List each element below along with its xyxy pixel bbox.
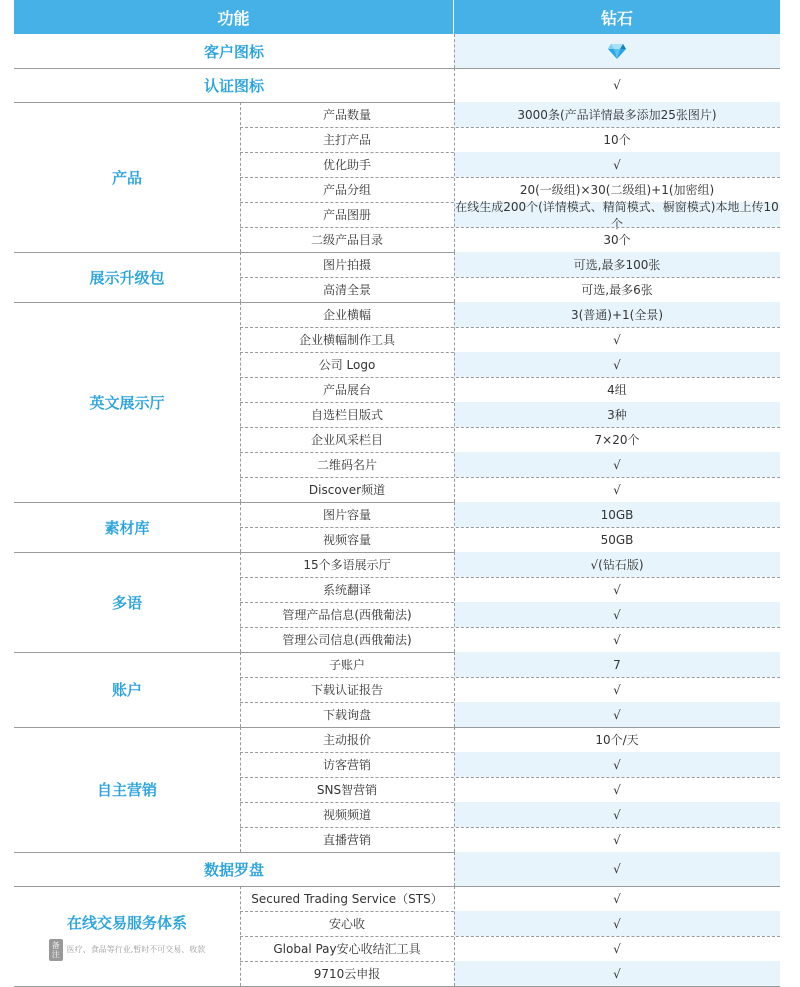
- value-cell: 10个: [603, 133, 631, 147]
- column-divider: [240, 886, 241, 986]
- value-cell: √: [454, 802, 780, 827]
- value-cell: √: [613, 632, 621, 647]
- feature-label: Discover频道: [308, 483, 386, 497]
- value-cell: [454, 34, 780, 68]
- category-label: [14, 886, 240, 986]
- value-cell: √: [613, 682, 621, 697]
- value-cell: √: [613, 782, 621, 797]
- feature-label: 下载询盘: [322, 708, 371, 722]
- value-cell: 50GB: [600, 532, 634, 547]
- header-feature: 功能: [14, 0, 453, 34]
- category-label: 英文展示厅: [89, 393, 165, 412]
- note: [49, 939, 206, 961]
- value-cell: 30个: [603, 233, 631, 247]
- value-cell: √: [613, 78, 621, 92]
- feature-label: 二级产品目录: [310, 233, 383, 247]
- feature-label: 二维码名片: [316, 458, 377, 472]
- column-divider: [240, 252, 241, 302]
- column-divider: [240, 102, 241, 252]
- value-cell: 4组: [607, 383, 627, 397]
- category-label-text: 在线交易服务体系: [66, 913, 187, 932]
- column-divider: [454, 34, 455, 68]
- feature-label: 公司 Logo: [318, 358, 376, 372]
- note-badge: 备注: [49, 939, 63, 961]
- feature-label: 企业风采栏目: [310, 433, 383, 447]
- value-cell: √: [454, 152, 780, 177]
- value-cell: 10个/天: [595, 733, 639, 747]
- value-cell: 20(一级组)×30(二级组)+1(加密组): [519, 183, 715, 197]
- feature-label: 直播营销: [322, 833, 371, 847]
- value-cell: √: [454, 452, 780, 477]
- value-cell: √: [454, 602, 780, 627]
- value-cell: 3000条(产品详情最多添加25张图片): [454, 102, 780, 127]
- column-divider: [454, 552, 455, 652]
- value-cell: √: [613, 832, 621, 847]
- column-divider: [240, 502, 241, 552]
- header-diamond: 钻石: [454, 0, 780, 34]
- column-divider: [240, 552, 241, 652]
- feature-label: 管理公司信息(西俄葡法): [282, 633, 412, 647]
- feature-label: 企业横幅制作工具: [298, 333, 395, 347]
- value-cell: √: [613, 482, 621, 497]
- value-cell: √: [613, 891, 621, 906]
- feature-label: 安心收: [328, 917, 365, 931]
- category-label: 多语: [111, 593, 142, 612]
- column-divider: [454, 252, 455, 302]
- value-cell: √(钻石版): [454, 552, 780, 577]
- feature-label: 高清全景: [322, 283, 371, 297]
- feature-label: 企业横幅: [322, 308, 371, 322]
- feature-label: 15个多语展示厅: [303, 558, 391, 572]
- column-divider: [240, 727, 241, 852]
- feature-label: 9710云申报: [313, 967, 381, 981]
- column-divider: [240, 652, 241, 727]
- column-divider: [454, 502, 455, 552]
- feature-label: 产品分组: [322, 183, 371, 197]
- feature-label: 子账户: [328, 658, 365, 672]
- value-cell: √: [613, 332, 621, 347]
- value-cell: √: [613, 941, 621, 956]
- feature-label: 系统翻译: [322, 583, 371, 597]
- column-divider: [454, 302, 455, 502]
- column-divider: [454, 652, 455, 727]
- value-cell: √: [454, 702, 780, 727]
- diamond-icon: [607, 41, 627, 61]
- category-label: 自主营销: [96, 781, 157, 799]
- feature-label: SNS智营销: [316, 783, 378, 797]
- category-label: 展示升级包: [89, 268, 165, 287]
- value-cell: 可选,最多6张: [581, 283, 653, 297]
- feature-label: 下载认证报告: [310, 683, 383, 697]
- column-divider: [454, 68, 455, 102]
- value-cell: 7×20个: [594, 433, 640, 447]
- value-cell: 可选,最多100张: [454, 252, 780, 277]
- feature-label: 产品图册: [322, 208, 371, 222]
- note-text: 医疗、食品等行业,暂时不可交易、收款: [66, 945, 206, 954]
- value-cell: 3种: [454, 402, 780, 427]
- value-cell: 3(普通)+1(全景): [454, 302, 780, 327]
- feature-label: 管理产品信息(西俄葡法): [282, 608, 412, 622]
- column-divider: [454, 727, 455, 852]
- feature-label: Secured Trading Service（STS）: [251, 892, 443, 906]
- category-label: 账户: [111, 681, 142, 699]
- category-label: 产品: [111, 168, 142, 187]
- category-label: 数据罗盘: [203, 860, 264, 879]
- category-label: 认证图标: [203, 76, 264, 95]
- feature-label: 产品数量: [322, 108, 371, 122]
- category-label: 素材库: [104, 518, 150, 537]
- feature-label: 视频频道: [322, 808, 371, 822]
- feature-label: 主打产品: [322, 133, 371, 147]
- feature-label: 主动报价: [322, 733, 371, 747]
- feature-label: 自选栏目版式: [310, 408, 383, 422]
- category-label: 客户图标: [203, 42, 264, 61]
- value-cell: √: [454, 352, 780, 377]
- value-cell: √: [454, 752, 780, 777]
- feature-label: 视频容量: [322, 533, 371, 547]
- column-divider: [454, 886, 455, 986]
- feature-label: 产品展台: [322, 383, 371, 397]
- value-cell: √: [454, 961, 780, 986]
- feature-label: 图片拍摄: [322, 258, 371, 272]
- value-cell: √: [454, 911, 780, 936]
- feature-label: Global Pay安心收结汇工具: [273, 942, 421, 956]
- value-cell: √: [454, 852, 780, 886]
- value-cell: 在线生成200个(详情模式、精简模式、橱窗模式)本地上传10个: [455, 199, 779, 231]
- value-cell: √: [613, 582, 621, 597]
- value-cell: 7: [454, 652, 780, 677]
- feature-label: 优化助手: [322, 158, 371, 172]
- feature-label: 访客营销: [322, 758, 371, 772]
- column-divider: [454, 852, 455, 886]
- feature-label: 图片容量: [322, 508, 371, 522]
- value-cell: 10GB: [454, 502, 780, 527]
- column-divider: [240, 302, 241, 502]
- column-divider: [454, 102, 455, 252]
